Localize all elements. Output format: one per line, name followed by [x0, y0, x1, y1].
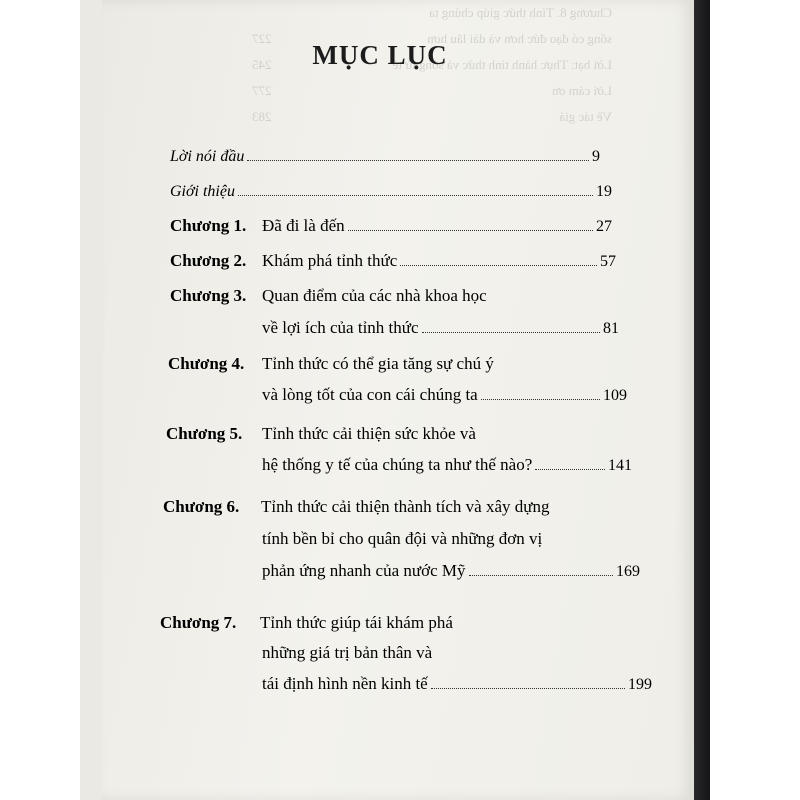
- entry-label: Lời nói đầu: [170, 148, 245, 165]
- entry-label: Chương 2.: [170, 251, 247, 270]
- dot-leader: [247, 160, 589, 161]
- entry-title: tính bền bỉ cho quân đội và những đơn vị: [262, 529, 543, 548]
- page-number: 81: [603, 320, 619, 337]
- page-number: 27: [596, 218, 612, 235]
- toc-entry-chapter-7-line-3: [262, 674, 652, 694]
- toc-entry-chapter-6-line-1: [163, 497, 633, 517]
- entry-label: Chương 1.: [170, 216, 247, 235]
- toc-entry-chapter-4-line-2: [262, 385, 627, 405]
- dot-leader: [469, 575, 613, 576]
- entry-title: hệ thống y tế của chúng ta như thế nào?: [262, 455, 533, 474]
- show-through-text: Chương 8. Tỉnh thức giúp chúng ta sống có đạo đức hơn và dài lâu hơn 227 Lời bạt: Thực hành tỉnh thức và sống tử tế 245 Lời cảm ơn 277 Về tác giả 283: [252, 5, 612, 124]
- entry-title: Quan điểm của các nhà khoa học: [262, 286, 487, 305]
- page-number: 169: [616, 563, 640, 580]
- dot-leader: [238, 195, 593, 196]
- toc-entry-chapter-1: [170, 216, 612, 236]
- entry-title: về lợi ích của tỉnh thức: [262, 318, 419, 337]
- entry-title: Tỉnh thức có thể gia tăng sự chú ý: [262, 354, 494, 373]
- dot-leader: [535, 469, 605, 470]
- toc-entry-chapter-7-line-2: [262, 643, 632, 663]
- dot-leader: [422, 332, 600, 333]
- toc-entry-introduction: [170, 183, 612, 201]
- page-number: 141: [608, 457, 632, 474]
- entry-label: Chương 7.: [160, 613, 237, 632]
- toc-entry-preface: [170, 148, 600, 166]
- toc-entry-chapter-2: [170, 251, 616, 271]
- entry-title: Đã đi là đến: [262, 216, 345, 235]
- dot-leader: [481, 399, 600, 400]
- entry-label: Chương 5.: [166, 424, 243, 443]
- toc-entry-chapter-7-line-1: [160, 613, 630, 633]
- page-number: 57: [600, 253, 616, 270]
- book-spine-shadow: [692, 0, 710, 800]
- entry-title: và lòng tốt của con cái chúng ta: [262, 385, 478, 404]
- entry-title: Tỉnh thức cải thiện sức khỏe và: [262, 424, 476, 443]
- toc-entry-chapter-6-line-2: [262, 529, 632, 549]
- entry-title: Tỉnh thức giúp tái khám phá: [260, 613, 453, 632]
- entry-title: phản ứng nhanh của nước Mỹ: [262, 561, 466, 580]
- entry-label: Chương 3.: [170, 286, 247, 305]
- dot-leader: [431, 688, 625, 689]
- page-number: 19: [596, 183, 612, 200]
- toc-entry-chapter-4-line-1: [168, 354, 618, 374]
- toc-entry-chapter-3-line-1: [170, 286, 616, 306]
- entry-title: Tỉnh thức cải thiện thành tích và xây dựng: [261, 497, 550, 516]
- dot-leader: [348, 230, 593, 231]
- entry-title: tái định hình nền kinh tế: [262, 674, 428, 693]
- entry-label: Chương 4.: [168, 354, 245, 373]
- entry-label: Chương 6.: [163, 497, 240, 516]
- toc-entry-chapter-6-line-3: [262, 561, 640, 581]
- page-number: 9: [592, 148, 600, 165]
- toc-entry-chapter-3-line-2: [262, 318, 619, 338]
- page-number: 199: [628, 676, 652, 693]
- toc-title: MỤC LỤC: [312, 40, 448, 70]
- page-number: 109: [603, 387, 627, 404]
- entry-title: Khám phá tỉnh thức: [262, 251, 398, 270]
- entry-label: Giới thiệu: [170, 183, 235, 200]
- toc-entry-chapter-5-line-2: [262, 455, 632, 475]
- toc-entry-chapter-5-line-1: [166, 424, 616, 444]
- entry-title: những giá trị bản thân và: [262, 643, 433, 662]
- dot-leader: [400, 265, 597, 266]
